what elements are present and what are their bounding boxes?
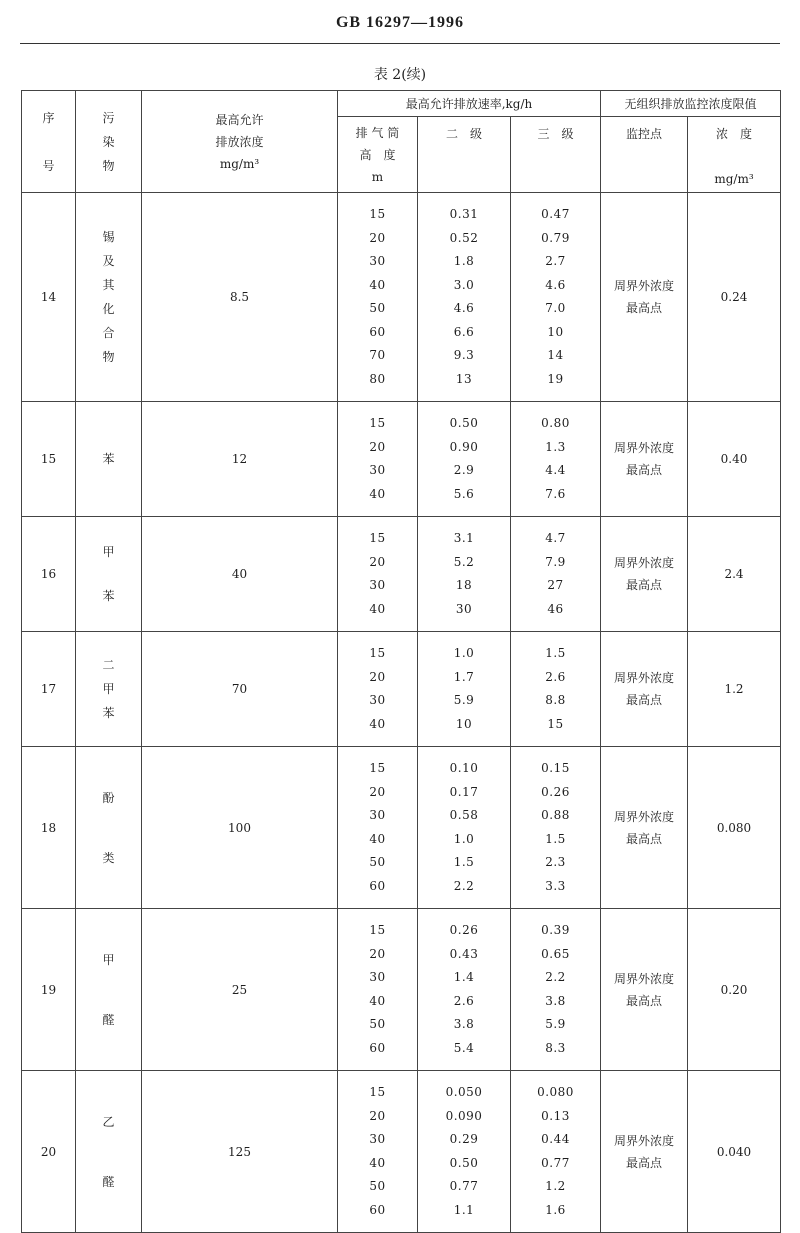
grade2-value: 5.6: [453, 486, 475, 501]
row-limit: 0.080: [688, 747, 781, 909]
row-max-conc: 125: [142, 1071, 338, 1233]
heights-value: 15: [369, 207, 386, 221]
heights-value: 60: [369, 1040, 386, 1055]
grade2-value: 0.52: [449, 230, 479, 245]
heights-value: 50: [369, 855, 386, 869]
row-heights: [338, 517, 418, 632]
heights-value: 30: [369, 254, 386, 268]
grade2-value: 1.1: [453, 1202, 475, 1217]
monitor-line: 周界外浓度: [613, 971, 674, 986]
grade3-value: 1.5: [545, 646, 566, 660]
row-max-conc: 100: [142, 747, 338, 909]
grade3-value: 8.3: [545, 1040, 566, 1055]
grade2-value: 1.0: [453, 831, 475, 846]
grade2-value: 0.31: [449, 207, 479, 221]
grade3-value: 0.77: [541, 1155, 570, 1170]
heights-value: 40: [369, 831, 386, 846]
heights-value: 15: [369, 531, 386, 545]
row-grade3: [511, 193, 601, 402]
grade3-value: 2.3: [545, 855, 566, 869]
heights-value: 70: [369, 348, 386, 362]
row-grade2: [418, 193, 511, 402]
grade2-value: 1.4: [453, 970, 475, 984]
emission-limits-table: [21, 90, 781, 1233]
row-grade2: [418, 747, 511, 909]
row-limit: 0.040: [688, 1071, 781, 1233]
table-row: [22, 193, 781, 402]
heights-value: 15: [369, 923, 386, 937]
heights-value: 50: [369, 1179, 386, 1193]
monitor-line: 最高点: [625, 301, 662, 315]
grade2-value: 30: [455, 601, 473, 616]
row-max-conc: 25: [142, 909, 338, 1071]
row-grade2: [418, 1071, 511, 1233]
grade2-value: 3.1: [453, 531, 475, 545]
row-seq: 17: [22, 632, 76, 747]
grade2-value: 4.6: [453, 301, 475, 315]
heights-value: 15: [369, 761, 386, 775]
heights-value: 30: [369, 693, 386, 707]
pollutant-char: 醛: [102, 1012, 115, 1027]
row-pollutant-name: [76, 747, 142, 909]
grade3-value: 0.44: [541, 1132, 570, 1146]
row-monitor-point: [601, 747, 688, 909]
grade2-value: 0.58: [449, 808, 479, 822]
heights-value: 40: [369, 486, 386, 501]
row-seq: 18: [22, 747, 76, 909]
heights-value: 20: [369, 1108, 386, 1123]
grade2-value: 0.50: [449, 1155, 479, 1170]
grade2-value: 2.9: [453, 463, 475, 477]
row-max-conc: 12: [142, 402, 338, 517]
row-grade2: [418, 632, 511, 747]
heights-value: 50: [369, 301, 386, 315]
row-grade3: [511, 402, 601, 517]
row-heights: [338, 1071, 418, 1233]
grade2-value: 0.050: [445, 1085, 483, 1099]
row-limit: 0.24: [688, 193, 781, 402]
row-monitor-point: [601, 1071, 688, 1233]
monitor-line: 最高点: [625, 463, 662, 477]
row-heights: [338, 402, 418, 517]
header-pollutant: 污 染 物: [76, 91, 142, 193]
grade2-value: 1.7: [453, 669, 475, 684]
grade2-value: 10: [455, 716, 473, 731]
row-monitor-point: [601, 193, 688, 402]
grade3-value: 4.4: [545, 463, 566, 477]
grade2-value: 0.90: [449, 439, 479, 454]
table-caption: 表 2(续): [373, 67, 427, 83]
grade3-value: 4.6: [545, 277, 566, 292]
grade3-value: 7.6: [545, 486, 566, 501]
row-pollutant-name: [76, 517, 142, 632]
grade3-value: 27: [547, 578, 564, 592]
pollutant-char: 苯: [102, 452, 115, 466]
grade3-value: 8.8: [545, 693, 566, 707]
monitor-line: 最高点: [625, 1155, 662, 1170]
grade3-value: 2.2: [545, 970, 566, 984]
header-rule: [20, 43, 780, 44]
pollutant-char: 乙: [102, 1114, 115, 1129]
grade3-value: 0.13: [541, 1108, 570, 1123]
row-monitor-point: [601, 517, 688, 632]
header-stack-height: 排 气 筒 高 度 m: [338, 117, 418, 193]
heights-value: 30: [369, 808, 386, 822]
header-max-conc: 最高允许 排放浓度 mg/m³: [142, 91, 338, 193]
grade3-value: 5.9: [545, 1017, 566, 1031]
table-row: [22, 632, 781, 747]
grade3-value: 0.79: [541, 230, 570, 245]
monitor-line: 周界外浓度: [613, 809, 674, 824]
grade2-value: 2.2: [453, 878, 475, 893]
monitor-line: 周界外浓度: [613, 556, 674, 570]
heights-value: 40: [369, 277, 386, 292]
grade2-value: 0.26: [449, 923, 479, 937]
heights-value: 40: [369, 993, 386, 1008]
table-row: [22, 909, 781, 1071]
table-row: [22, 402, 781, 517]
header-max-rate: 最高允许排放速率,kg/h: [338, 91, 601, 117]
row-pollutant-name: [76, 402, 142, 517]
document-header: GB 16297—1996: [335, 14, 465, 31]
header-concentration: 浓 度 mg/m³: [688, 117, 781, 193]
row-limit: 0.20: [688, 909, 781, 1071]
pollutant-char: 物: [102, 350, 115, 364]
heights-value: 30: [369, 463, 386, 477]
pollutant-char: 醛: [102, 1174, 115, 1189]
grade3-value: 0.39: [541, 923, 570, 937]
row-grade3: [511, 632, 601, 747]
grade3-value: 1.5: [545, 831, 566, 846]
row-grade2: [418, 402, 511, 517]
row-grade3: [511, 1071, 601, 1233]
heights-value: 80: [369, 371, 386, 386]
pollutant-char: 其: [102, 278, 115, 292]
grade2-value: 3.8: [453, 1017, 475, 1031]
grade2-value: 1.0: [453, 646, 475, 660]
grade2-value: 13: [455, 371, 473, 386]
row-monitor-point: [601, 402, 688, 517]
pollutant-char: 苯: [102, 706, 115, 720]
row-pollutant-name: [76, 632, 142, 747]
heights-value: 60: [369, 1202, 386, 1217]
grade3-value: 7.0: [545, 301, 566, 315]
pollutant-char: 苯: [102, 589, 115, 603]
grade3-value: 1.3: [545, 439, 566, 454]
monitor-line: 周界外浓度: [613, 1133, 674, 1148]
table-row: [22, 517, 781, 632]
heights-value: 15: [369, 646, 386, 660]
row-heights: [338, 747, 418, 909]
row-monitor-point: [601, 909, 688, 1071]
grade3-value: 1.6: [545, 1202, 566, 1217]
table-row: [22, 1071, 781, 1233]
row-grade3: [511, 909, 601, 1071]
pollutant-char: 酚: [102, 790, 115, 805]
pollutant-char: 合: [102, 326, 115, 340]
grade2-value: 5.2: [453, 554, 475, 569]
row-max-conc: 70: [142, 632, 338, 747]
grade2-value: 6.6: [453, 324, 475, 339]
grade2-value: 18: [455, 578, 473, 592]
heights-value: 15: [369, 1085, 386, 1099]
grade2-value: 3.0: [453, 277, 475, 292]
grade2-value: 0.090: [445, 1108, 483, 1123]
monitor-line: 最高点: [625, 831, 662, 846]
row-grade2: [418, 909, 511, 1071]
pollutant-char: 锡: [102, 230, 115, 244]
grade3-value: 7.9: [545, 554, 566, 569]
table-row: [22, 747, 781, 909]
row-seq: 15: [22, 402, 76, 517]
row-limit: 2.4: [688, 517, 781, 632]
grade2-value: 5.9: [453, 693, 475, 707]
grade3-value: 3.3: [545, 878, 566, 893]
grade2-value: 0.17: [449, 784, 479, 799]
grade3-value: 4.7: [545, 531, 566, 545]
grade3-value: 2.7: [545, 254, 566, 268]
pollutant-char: 化: [102, 302, 115, 316]
row-grade3: [511, 517, 601, 632]
grade3-value: 10: [547, 324, 564, 339]
pollutant-char: 及: [102, 254, 115, 268]
header-grade3: 三 级: [511, 117, 601, 193]
grade2-value: 0.50: [449, 416, 479, 430]
row-max-conc: 8.5: [142, 193, 338, 402]
grade2-value: 2.6: [453, 993, 475, 1008]
heights-value: 15: [369, 416, 386, 430]
grade3-value: 0.88: [541, 808, 570, 822]
grade3-value: 0.080: [537, 1085, 574, 1099]
heights-value: 20: [369, 784, 386, 799]
row-seq: 14: [22, 193, 76, 402]
pollutant-char: 甲: [102, 682, 115, 696]
grade3-value: 2.6: [545, 669, 566, 684]
monitor-line: 周界外浓度: [613, 671, 674, 685]
heights-value: 60: [369, 324, 386, 339]
row-seq: 16: [22, 517, 76, 632]
heights-value: 30: [369, 1132, 386, 1146]
row-limit: 1.2: [688, 632, 781, 747]
grade2-value: 9.3: [453, 348, 475, 362]
row-limit: 0.40: [688, 402, 781, 517]
row-heights: [338, 632, 418, 747]
row-pollutant-name: [76, 909, 142, 1071]
grade2-value: 0.77: [449, 1179, 479, 1193]
grade3-value: 0.65: [541, 946, 570, 961]
grade3-value: 14: [547, 348, 564, 362]
grade3-value: 3.8: [545, 993, 566, 1008]
heights-value: 40: [369, 716, 386, 731]
header-monitor-point: 监控点: [601, 117, 688, 193]
header-grade2: 二 级: [418, 117, 511, 193]
header-unorganized: 无组织排放监控浓度限值: [601, 91, 781, 117]
row-seq: 20: [22, 1071, 76, 1233]
row-pollutant-name: [76, 193, 142, 402]
heights-value: 30: [369, 578, 386, 592]
row-seq: 19: [22, 909, 76, 1071]
heights-value: 40: [369, 601, 386, 616]
pollutant-char: 甲: [102, 545, 115, 559]
monitor-line: 周界外浓度: [613, 441, 674, 455]
heights-value: 20: [369, 946, 386, 961]
heights-value: 40: [369, 1155, 386, 1170]
row-grade2: [418, 517, 511, 632]
heights-value: 20: [369, 554, 386, 569]
row-max-conc: 40: [142, 517, 338, 632]
row-heights: [338, 193, 418, 402]
grade3-value: 0.47: [541, 207, 570, 221]
monitor-line: 最高点: [625, 993, 662, 1008]
monitor-line: 最高点: [625, 578, 662, 592]
heights-value: 20: [369, 230, 386, 245]
pollutant-char: 甲: [102, 952, 115, 967]
grade3-value: 15: [547, 716, 564, 731]
grade2-value: 1.8: [453, 254, 475, 268]
header-seq: 序 号: [22, 91, 76, 193]
heights-value: 20: [369, 669, 386, 684]
grade3-value: 19: [547, 371, 564, 386]
heights-value: 60: [369, 878, 386, 893]
monitor-line: 最高点: [625, 693, 662, 707]
grade2-value: 0.29: [449, 1132, 479, 1146]
grade2-value: 0.43: [449, 946, 479, 961]
grade2-value: 1.5: [453, 855, 475, 869]
heights-value: 50: [369, 1017, 386, 1031]
grade3-value: 0.26: [541, 784, 570, 799]
row-monitor-point: [601, 632, 688, 747]
grade3-value: 0.15: [541, 761, 570, 775]
grade3-value: 46: [547, 601, 564, 616]
pollutant-char: 类: [102, 850, 115, 865]
grade3-value: 0.80: [541, 416, 570, 430]
row-heights: [338, 909, 418, 1071]
grade2-value: 0.10: [449, 761, 479, 775]
row-pollutant-name: [76, 1071, 142, 1233]
heights-value: 30: [369, 970, 386, 984]
monitor-line: 周界外浓度: [613, 279, 674, 293]
heights-value: 20: [369, 439, 386, 454]
pollutant-char: 二: [102, 658, 115, 672]
grade2-value: 5.4: [453, 1040, 475, 1055]
grade3-value: 1.2: [545, 1179, 566, 1193]
row-grade3: [511, 747, 601, 909]
